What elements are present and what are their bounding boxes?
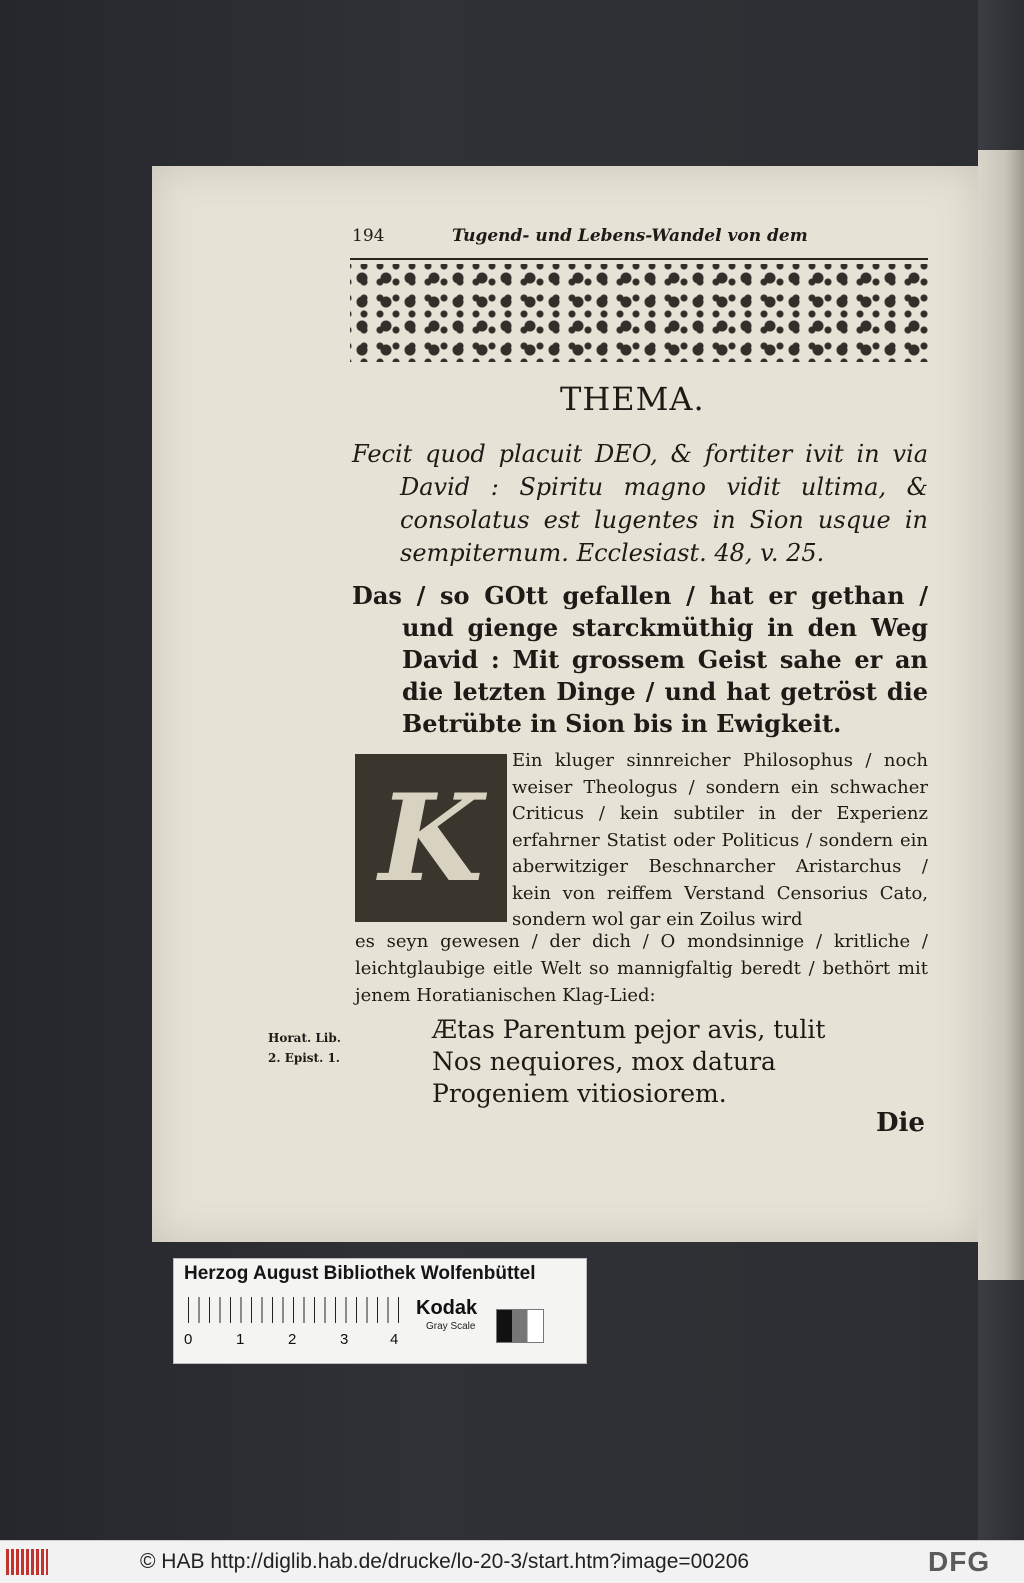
dfg-logo: DFG — [928, 1546, 991, 1577]
verse-quote — [432, 1014, 862, 1110]
catchword: Die — [876, 1108, 925, 1138]
margin-note-line: Horat. Lib. — [268, 1031, 341, 1045]
page-number: 194 — [352, 226, 385, 246]
latin-text: Fecit quod placuit DEO, & fortiter ivit in via David : Spiritu magno vidit ultima, & consolatus est lugentes in Sion usque in sempiternum. Ecclesiast. 48, v. 25. — [352, 440, 928, 567]
header-rule — [350, 258, 928, 260]
margin-note-line: 2. Epist. 1. — [268, 1051, 340, 1065]
section-heading: THEMA. — [560, 380, 705, 418]
footer-bar — [0, 1540, 1024, 1583]
ornamental-border-band — [350, 264, 928, 362]
verse-line: Progeniem vitiosiorem. — [432, 1079, 727, 1108]
library-name: Herzog August Bibliothek Wolfenbüttel — [184, 1263, 536, 1284]
german-text: Das / so GOtt gefallen / hat er gethan / und gienge starckmüthig in den Weg David : Mit grossem Geist sahe er an die letzten Dinge / und hat getröst die Betrübte in Sion bis in Ewigkeit. — [352, 581, 928, 738]
german-passage — [352, 580, 928, 740]
ruler-number: 1 — [236, 1331, 245, 1348]
margin-note — [268, 1028, 358, 1068]
copyright-link[interactable]: © HAB http://diglib.hab.de/drucke/lo-20-3/start.htm?image=00206 — [140, 1550, 750, 1573]
verse-line: Nos nequiores, mox datura — [432, 1047, 776, 1076]
initial-letter: K — [378, 767, 484, 909]
ruler-number: 4 — [390, 1331, 399, 1348]
ruler-numbers — [184, 1331, 404, 1351]
verse-line: Ætas Parentum pejor avis, tulit — [432, 1015, 826, 1044]
running-header — [352, 226, 932, 254]
decorated-initial — [355, 754, 507, 922]
latin-passage — [352, 438, 928, 570]
scale-ruler — [188, 1297, 402, 1323]
running-head-title: Tugend- und Lebens-Wandel von dem — [452, 226, 808, 246]
ruler-number: 3 — [340, 1331, 349, 1348]
body-paragraph-rest: es seyn gewesen / der dich / O mondsinnige / kritliche / leichtglaubige eitle Welt so mannigfaltig beredt / bethört mit jenem Horatianischen Klag-Lied: — [355, 931, 928, 1006]
body-paragraph-start: Ein kluger sinnreicher Philosophus / noch weiser Theologus / sondern ein schwacher Criticus / kein subtiler in der Experienz erfahrner Statist oder Politicus / sondern ein aberwitziger Beschnarcher Aristarchus / kein von reiffem Verstand Censorius Cato, sondern wol gar ein Zoilus wird — [512, 750, 928, 930]
kodak-logo: Kodak — [416, 1297, 478, 1319]
gray-swatch — [496, 1309, 544, 1343]
gray-scale-label: Gray Scale — [426, 1321, 476, 1332]
barcode-icon — [6, 1549, 48, 1575]
color-calibration-card — [173, 1258, 587, 1364]
ruler-number: 2 — [288, 1331, 297, 1348]
ruler-number: 0 — [184, 1331, 193, 1348]
facing-page-edge — [978, 150, 1024, 1280]
